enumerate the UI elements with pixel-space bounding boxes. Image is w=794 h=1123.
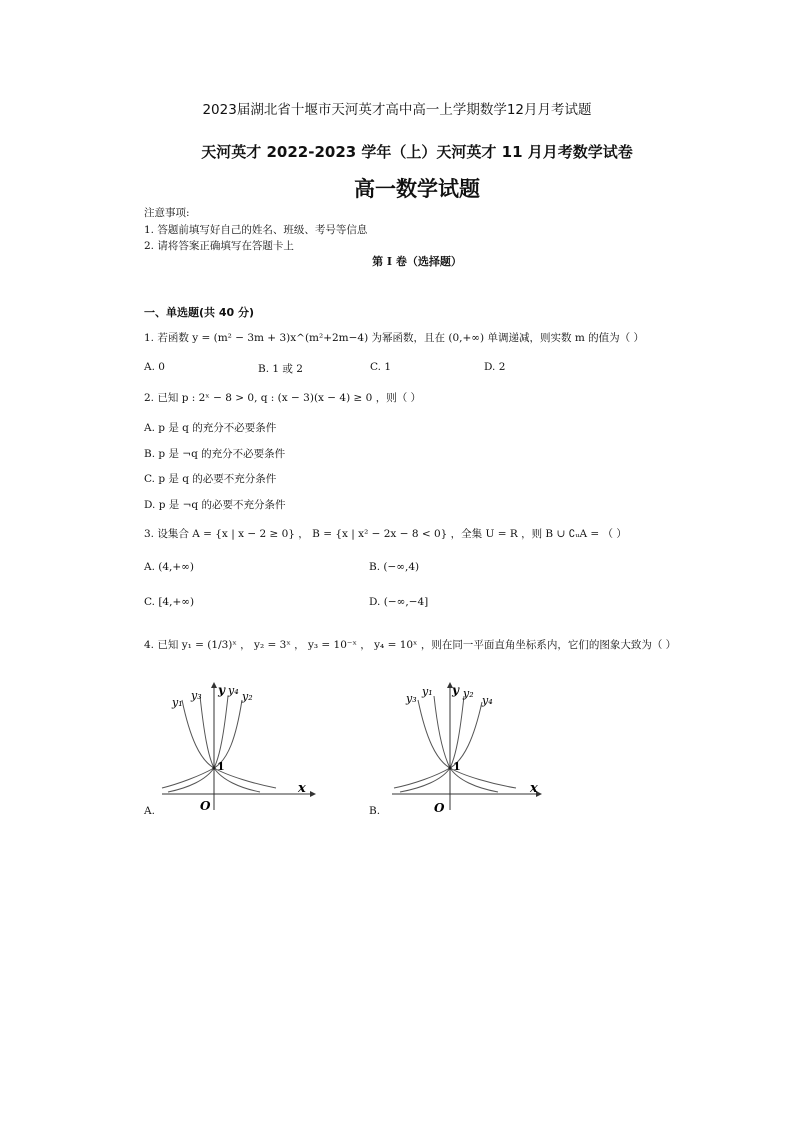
graph-b-curve-y3 xyxy=(418,700,516,788)
question-1-option-c: C. 1 xyxy=(370,361,392,373)
question-2-option-d: D. p 是 ¬q 的必要不充分条件 xyxy=(144,499,286,511)
document-header-title: 2023届湖北省十堰市天河英才高中高一上学期数学12月月考试题 xyxy=(202,102,592,118)
notice-heading: 注意事项: xyxy=(144,207,190,219)
graph-a-curve-y1 xyxy=(182,700,276,788)
section-title: 一、单选题(共 40 分) xyxy=(144,306,255,319)
question-3-option-a: A. (4,+∞) xyxy=(144,561,195,573)
graph-a-label-y: y xyxy=(218,683,225,697)
graph-b-label-x: x xyxy=(530,781,538,796)
question-4-option-a: A. xyxy=(144,805,155,817)
question-4-stem: 4. 已知 y₁ = (1/3)ˣ ， y₂ = 3ˣ ， y₃ = 10⁻ˣ ， y₄ = 10ˣ ，则在同一平面直角坐标系内，它们的图象大致为（ ） xyxy=(144,639,677,651)
question-3-option-b: B. (−∞,4) xyxy=(369,561,420,573)
graph-b xyxy=(390,678,550,818)
graph-b-curve-y1 xyxy=(434,696,498,792)
question-3-option-d: D. (−∞,−4] xyxy=(369,596,429,608)
graph-a-label-x: x xyxy=(298,781,306,796)
graph-a-label-one: 1 xyxy=(217,760,225,773)
graph-b-label-one: 1 xyxy=(453,760,461,773)
question-3-stem: 3. 设集合 A = {x | x − 2 ≥ 0} ， B = {x | x² − 2x − 8 < 0} ，全集 U = R ，则 B ∪ ∁ᵤA = （ ） xyxy=(144,528,627,540)
question-2-option-a: A. p 是 q 的充分不必要条件 xyxy=(144,422,277,434)
graph-a-x-arrow xyxy=(310,791,316,797)
question-2-option-b: B. p 是 ¬q 的充分不必要条件 xyxy=(144,448,286,460)
question-1-option-d: D. 2 xyxy=(484,361,506,373)
graph-b-label-y1: y₁ xyxy=(422,685,433,698)
question-4-option-b: B. xyxy=(369,805,381,817)
graph-b-label-y4: y₄ xyxy=(482,694,493,707)
question-2-stem: 2. 已知 p : 2ˣ − 8 > 0, q : (x − 3)(x − 4) ≥ 0 ，则（ ） xyxy=(144,392,422,404)
part-title: 第 I 卷（选择题） xyxy=(372,255,462,268)
graph-b-curve-y2 xyxy=(400,696,464,792)
question-1-stem: 1. 若函数 y = (m² − 3m + 3)x^(m²+2m−4) 为幂函数，且在 (0,+∞) 单调递减，则实数 m 的值为（ ） xyxy=(144,332,644,344)
question-2-option-c: C. p 是 q 的必要不充分条件 xyxy=(144,473,277,485)
graph-a-label-y4: y₄ xyxy=(228,684,239,697)
graph-b-curve-y4 xyxy=(394,702,482,788)
graph-a-label-y2: y₂ xyxy=(242,690,253,703)
exam-title: 天河英才 2022-2023 学年（上）天河英才 11 月月考数学试卷 xyxy=(201,143,633,161)
main-title: 高一数学试题 xyxy=(354,177,480,201)
question-1-option-b: B. 1 或 2 xyxy=(258,363,303,375)
notice-item: 1. 答题前填写好自己的姓名、班级、考号等信息 xyxy=(144,224,368,236)
question-3-option-c: C. [4,+∞) xyxy=(144,596,195,608)
graph-b-intersection xyxy=(448,766,451,769)
question-1-option-a: A. 0 xyxy=(144,361,165,373)
graph-a-curve-y3 xyxy=(200,696,260,792)
graph-b-label-origin: O xyxy=(434,801,445,815)
graph-b-label-y2: y₂ xyxy=(463,687,474,700)
graph-a-label-y1: y₁ xyxy=(172,696,183,709)
graph-a-label-y3: y₃ xyxy=(191,689,202,702)
graph-a-label-origin: O xyxy=(200,799,211,813)
graph-a-intersection xyxy=(212,766,215,769)
notice-item: 2. 请将答案正确填写在答题卡上 xyxy=(144,240,294,252)
graph-a xyxy=(160,678,320,818)
graph-b-label-y: y xyxy=(452,683,459,697)
graph-a-y-arrow xyxy=(211,682,217,688)
graph-b-label-y3: y₃ xyxy=(406,692,417,705)
graph-a-curve-y4 xyxy=(168,696,228,792)
